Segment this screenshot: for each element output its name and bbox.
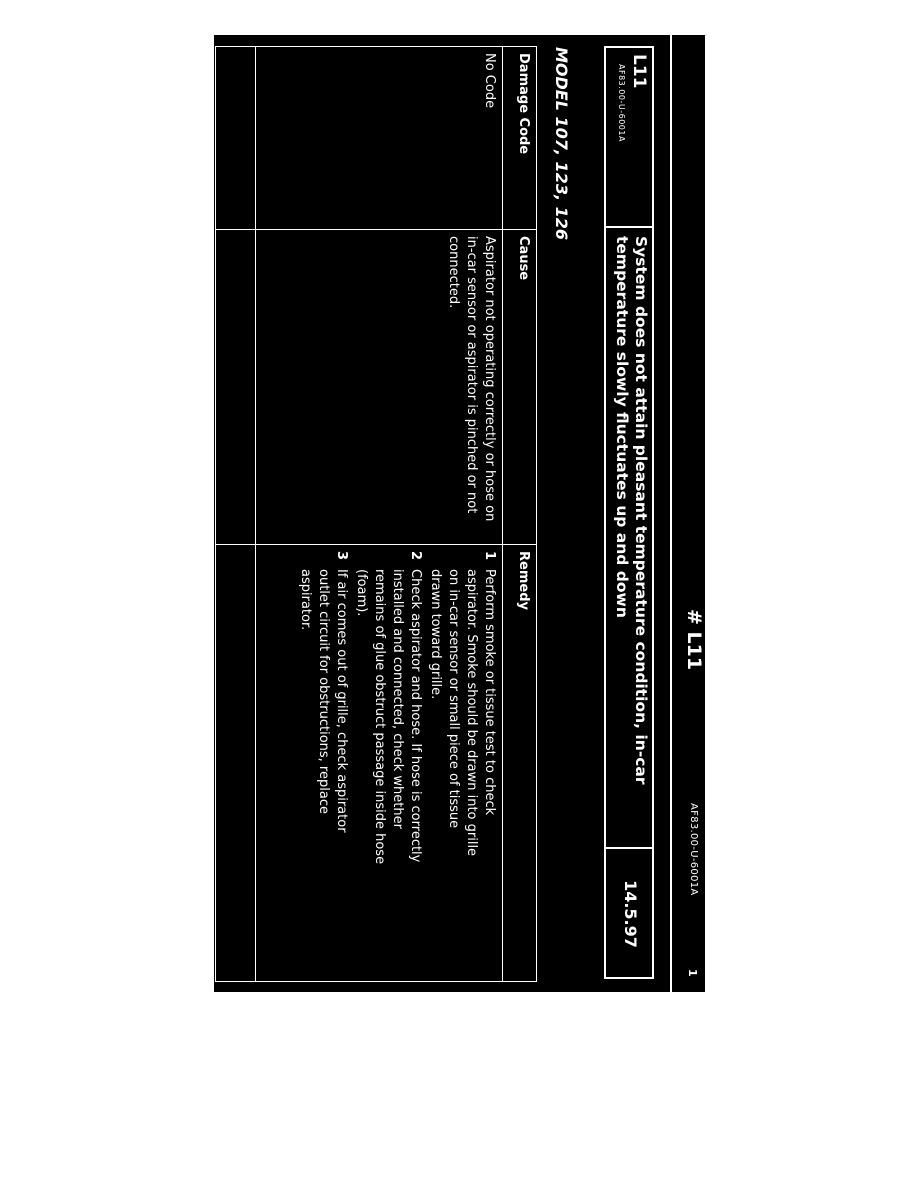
col-header-cause: Cause xyxy=(503,230,537,545)
remedy-text: Perform smoke or tissue test to check aspirator. Smoke should be drawn into grille on in-car sensor or small piece of tissue drawn toward grille. xyxy=(428,569,498,857)
remedy-number: 1 xyxy=(482,551,498,561)
page-number: 1 xyxy=(686,969,699,977)
page-content xyxy=(214,35,705,992)
table-row-empty xyxy=(216,47,256,982)
header-title: System does not attain pleasant temperature condition, in-car temperature slowly fluctuates up and down xyxy=(604,226,654,849)
header-id-cell xyxy=(604,46,654,226)
remedy-text: Check aspirator and hose. If hose is correctly installed and connected, check whether remains of glue obstruct passage inside hose (foam). xyxy=(354,569,424,865)
remedy-item xyxy=(426,551,498,975)
model-heading: MODEL 107, 123, 126 xyxy=(552,47,571,240)
damage-code-cell: No Code xyxy=(255,47,502,230)
header-code: AF83.00-U-6001A xyxy=(617,64,626,142)
col-header-remedy: Remedy xyxy=(503,545,537,982)
table-row xyxy=(255,47,502,982)
header-date-cell xyxy=(604,849,654,979)
remedy-text: If air comes out of grille, check aspirator outlet circuit for obstructions, replace aspirator. xyxy=(298,569,350,833)
remedy-number: 2 xyxy=(408,551,424,561)
document-code: AF83.00-U-6001A xyxy=(688,803,699,896)
cause-cell: Aspirator not operating correctly or hose on in-car sensor or aspirator is pinched or not connected. xyxy=(255,230,502,545)
page-heading: # L11 xyxy=(683,609,705,671)
scanned-page xyxy=(214,35,705,992)
empty-cell xyxy=(216,230,256,545)
table-header-row xyxy=(503,47,537,982)
diagnosis-table xyxy=(215,46,537,982)
remedy-item xyxy=(296,551,350,975)
remedy-item xyxy=(352,551,424,975)
col-header-damage-code: Damage Code xyxy=(503,47,537,230)
header-date: 14.5.97 xyxy=(621,880,640,948)
remedy-cell xyxy=(255,545,502,982)
empty-cell xyxy=(216,545,256,982)
empty-cell xyxy=(216,47,256,230)
header-id: L11 xyxy=(629,54,649,89)
top-divider xyxy=(670,35,672,992)
remedy-number: 3 xyxy=(334,551,350,561)
